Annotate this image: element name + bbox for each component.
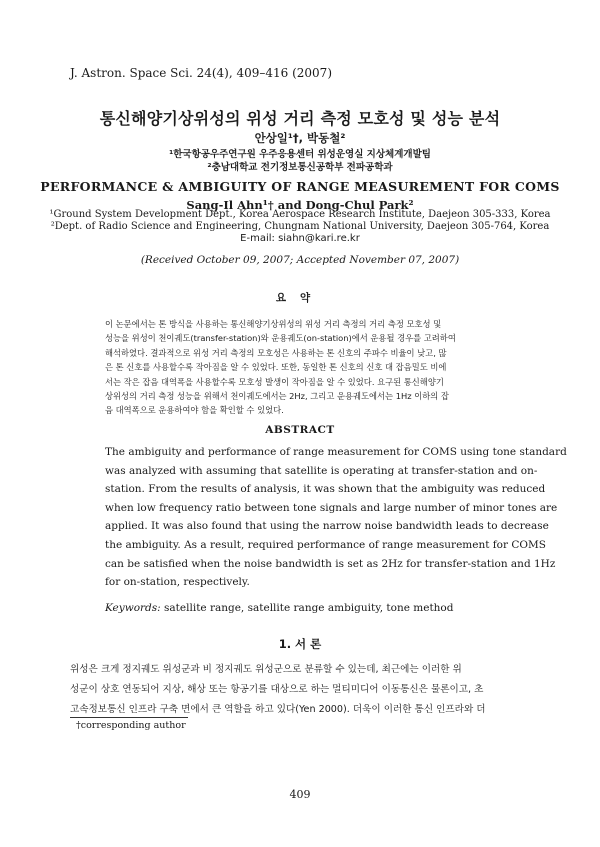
english-title: PERFORMANCE & AMBIGUITY OF RANGE MEASUREMENT FOR COMS	[40, 179, 560, 194]
korean-title: 통신해양기상위성의 위성 거리 측정 모호성 및 성능 분석	[99, 109, 501, 128]
english-abstract-line: when low frequency ratio between tone signals and large number of minor tones are	[105, 501, 558, 514]
english-abstract	[105, 443, 567, 592]
journal-citation: J. Astron. Space Sci. 24(4), 409–416 (2007)	[70, 66, 332, 80]
english-affiliation-2: ²Dept. of Radio Science and Engineering, Chungnam National University, Daejeon 305-764, Korea	[50, 221, 550, 232]
body-line: 성군이 상호 연동되어 지상, 해상 또는 항공기를 대상으로 하는 멀티미디어 이동통신은 물론이고, 초	[70, 684, 484, 695]
korean-abstract-line: 서는 작은 잡음 대역폭을 사용할수록 모호성 발생이 작아짐을 알 수 있었다. 요구된 통신해양기	[105, 376, 444, 387]
body-line: 위성은 크게 정지궤도 위성군과 비 정지궤도 위성군으로 분류할 수 있는데, 최근에는 이러한 위	[70, 664, 462, 675]
body-text	[70, 660, 530, 720]
korean-abstract-line: 성능을 위성이 천이궤도(transfer-station)와 운용궤도(on-station)에서 운용될 경우를 고려하여	[105, 333, 456, 344]
korean-abstract	[105, 317, 497, 418]
page-number: 409	[289, 788, 311, 801]
korean-affiliation-1: ¹한국항공우주연구원 우주응용센터 위성운영실 지상체계개발팀	[169, 149, 431, 160]
korean-authors: 안상일¹†, 박동철²	[254, 131, 346, 145]
footnote: †corresponding author	[76, 720, 186, 731]
korean-abstract-line: 음 대역폭으로 운용하여야 함을 확인할 수 있었다.	[105, 405, 284, 416]
english-abstract-line: can be satisfied when the noise bandwidth is set as 2Hz for transfer-station and 1Hz	[105, 557, 556, 570]
english-abstract-heading: ABSTRACT	[265, 424, 335, 436]
footnote-rule	[70, 717, 188, 718]
body-line: 고속정보통신 인프라 구축 면에서 큰 역할을 하고 있다(Yen 2000). 더욱이 이러한 통신 인프라와 더	[70, 704, 486, 715]
english-abstract-line: for on-station, respectively.	[105, 576, 250, 589]
corresponding-email: E-mail: siahn@kari.re.kr	[240, 233, 360, 244]
korean-abstract-line: 이 논문에서는 톤 방식을 사용하는 통신해양기상위성의 위성 거리 측정의 거리 측정 모호성 및	[105, 319, 442, 329]
english-authors: Sang-Il Ahn¹† and Dong-Chul Park²	[186, 198, 414, 212]
korean-abstract-line: 해석하였다. 결과적으로 위성 거리 측정의 모호성은 사용하는 톤 신호의 주파수 비율이 낮고, 많	[105, 347, 447, 358]
korean-abstract-line: 은 톤 신호를 사용할수록 작아짐을 알 수 있었다. 또한, 동일한 톤 신호의 신호 대 잡음밀도 비에	[105, 362, 447, 373]
section-heading-introduction: 1. 서 론	[278, 637, 322, 651]
english-abstract-line: was analyzed with assuming that satellite is operating at transfer-station and on-	[105, 464, 538, 477]
keywords-label: Keywords:	[105, 602, 161, 614]
korean-abstract-heading: 요약	[275, 292, 325, 304]
korean-affiliation-2: ²충남대학교 전기정보통신공학부 전파공학과	[207, 162, 393, 173]
english-abstract-line: applied. It was also found that using the narrow noise bandwidth leads to decrease	[105, 520, 549, 533]
english-abstract-line: station. From the results of analysis, it was shown that the ambiguity was reduced	[105, 483, 546, 496]
korean-abstract-line: 상위성의 거리 측정 성능을 위해서 천이궤도에서는 2Hz, 그리고 운용궤도에서는 1Hz 이하의 잡	[105, 391, 449, 402]
english-abstract-line: The ambiguity and performance of range measurement for COMS using tone standard	[105, 446, 567, 458]
received-dates: (Received October 09, 2007; Accepted November 07, 2007)	[140, 254, 460, 266]
english-affiliation-1: ¹Ground System Development Dept., Korea Aerospace Research Institute, Daejeon 305-333, Korea	[49, 209, 551, 220]
keywords-text: satellite range, satellite range ambiguity, tone method	[164, 602, 454, 614]
keywords	[105, 602, 453, 614]
english-abstract-line: the ambiguity. As a result, required performance of range measurement for COMS	[105, 538, 546, 551]
